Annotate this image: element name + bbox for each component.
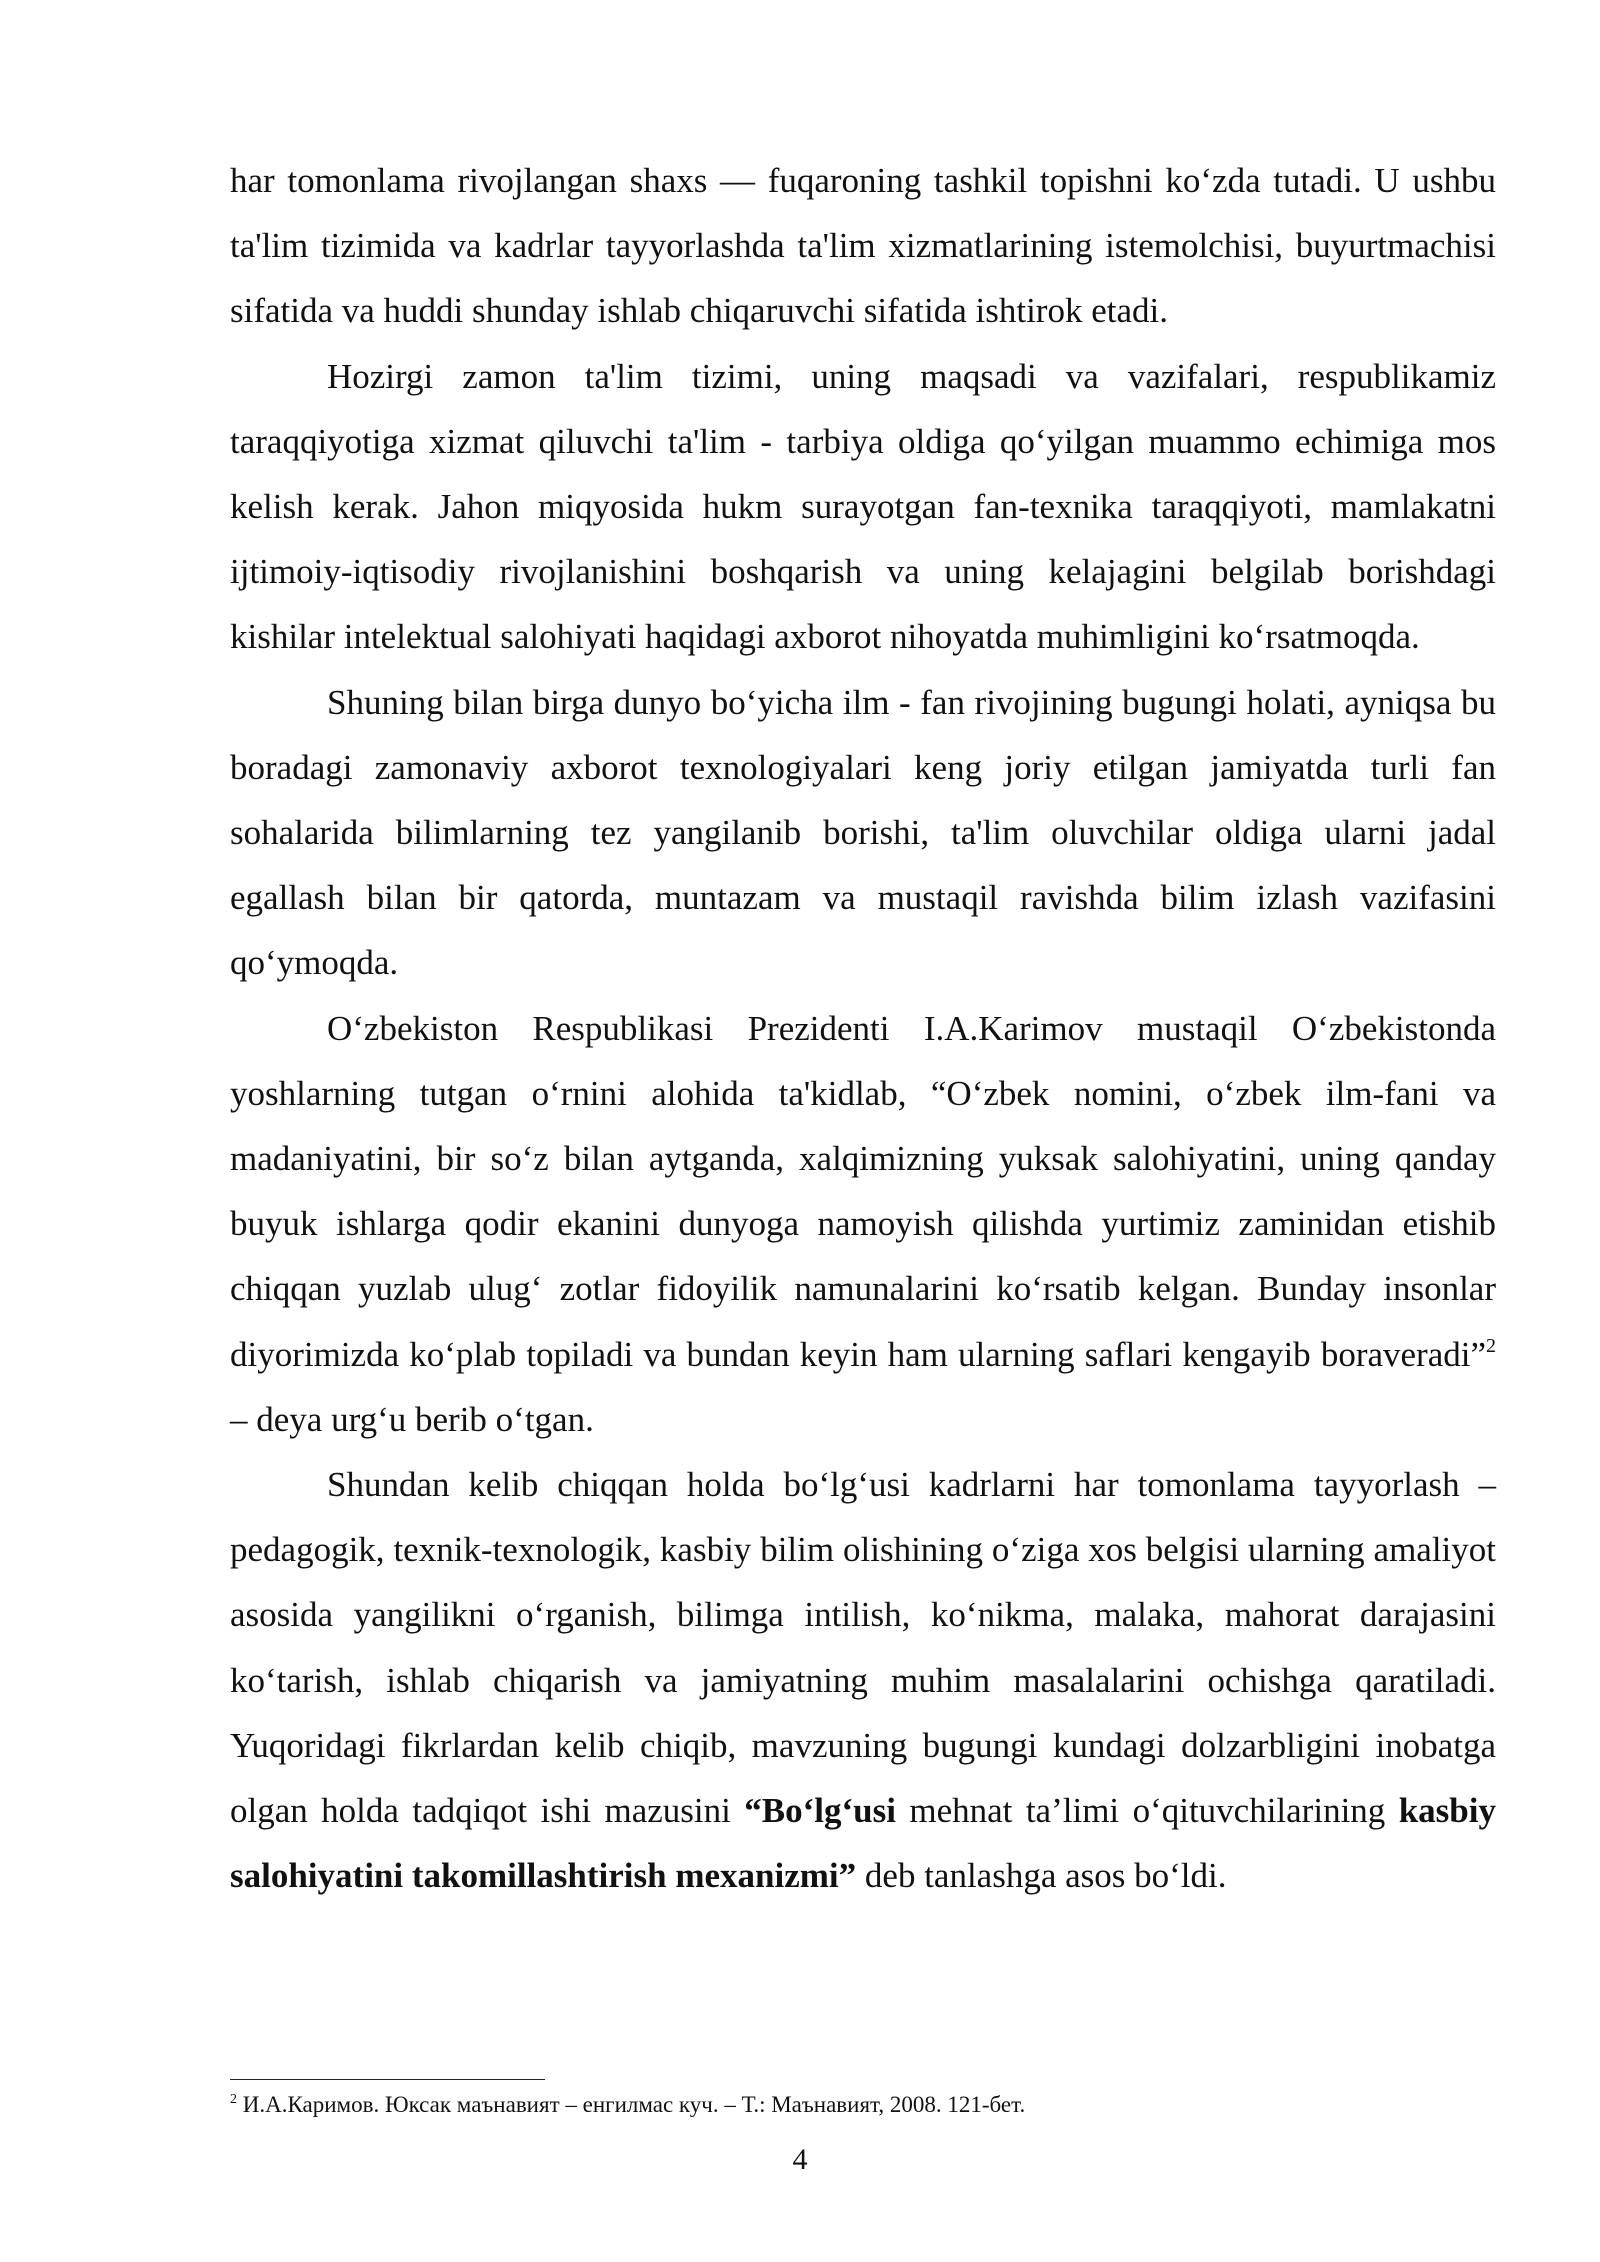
footnote [230,2090,1496,2120]
paragraph-5-text-1: Shundan kelib chiqqan holda bo‘lg‘usi kadrlarni har tomonlama tayyorlash – pedagogik, texnik-texnologik, kasbiy bilim olishining o‘ziga xos belgisi ularning amaliyot asosida yangilikni o‘rganish, bilimga intilish, ko‘nikma, malaka, mahorat darajasini ko‘tarish, ishlab chiqarish va jamiyatning muhim masalalarini ochishga qaratiladi. Yuqoridagi fikrlardan kelib chiqib, mavzuning bugungi kundagi dolzarbligini inobatga olgan holda tadqiqot ishi mazusini [230,1465,1496,1831]
footnote-reference: 2 [1486,1334,1496,1357]
footnote-separator [230,2079,545,2080]
quote-text: O‘zbekiston Respublikasi Prezidenti I.A.Karimov mustaqil O‘zbekistonda yoshlarning tutgan o‘rnini alohida ta'kidlab, “O‘zbek nomini, o‘zbek ilm-fani va madaniyatini, bir so‘z bilan aytganda, xalqimizning yuksak salohiyatini, uning qanday buyuk ishlarga qodir ekanini dunyoga namoyish qilishda yurtimiz zaminidan etishib chiqqan yuzlab ulug‘ zotlar fidoyilik namunalarini ko‘rsatib kelgan. Bunday insonlar diyorimizda ko‘plab topiladi va bundan keyin ham ularning saflari kengayib boraveradi” [230,1008,1496,1374]
topic-title-part-1: “Bo‘lg‘usi [744,1791,896,1831]
footnote-number: 2 [230,2092,237,2107]
paragraph-4 [230,996,1496,1452]
topic-title-part-2: kasbiy salohiyatini takomillashtirish mexanizmi” [230,1791,1496,1896]
body-text [230,148,1496,1908]
page-number: 4 [792,2143,808,2176]
paragraph-5-text-2: mehnat ta’limi o‘qituvchilarining [895,1791,1399,1831]
quote-attribution: – deya urg‘u berib o‘tgan. [230,1399,594,1439]
paragraph-1: har tomonlama rivojlangan shaxs — fuqaroning tashkil topishni ko‘zda tutadi. U ushbu ta'lim tizimida va kadrlar tayyorlashda ta'lim xizmatlarining istemolchisi, buyurtmachisi sifatida va huddi shunday ishlab chiqaruvchi sifatida ishtirok etadi. [230,161,1496,331]
paragraph-5 [230,1452,1496,1908]
paragraph-3: Shuning bilan birga dunyo bo‘yicha ilm - fan rivojining bugungi holati, ayniqsa bu boradagi zamonaviy axborot texnologiyalari keng joriy etilgan jamiyatda turli fan sohalarida bilimlarning tez yangilanib borishi, ta'lim oluvchilar oldiga ularni jadal egallash bilan bir qatorda, muntazam va mustaqil ravishda bilim izlash vazifasini qo‘ymoqda. [230,682,1496,983]
paragraph-5-text-3: deb tanlashga asos bo‘ldi. [856,1856,1227,1896]
paragraph-2: Hozirgi zamon ta'lim tizimi, uning maqsadi va vazifalari, respublikamiz taraqqiyotiga xizmat qiluvchi ta'lim - tarbiya oldiga qo‘yilgan muammo echimiga mos kelish kerak. Jahon miqyosida hukm surayotgan fan-texnika taraqqiyoti, mamlakatni ijtimoiy-iqtisodiy rivojlanishini boshqarish va uning kelajagini belgilab borishdagi kishilar intelektual salohiyati haqidagi axborot nihoyatda muhimligini ko‘rsatmoqda. [230,356,1496,657]
footnote-text: И.А.Каримов. Юксак маънавият – енгилмас куч. – Т.: Маънавият, 2008. 121-бет. [237,2092,1026,2117]
